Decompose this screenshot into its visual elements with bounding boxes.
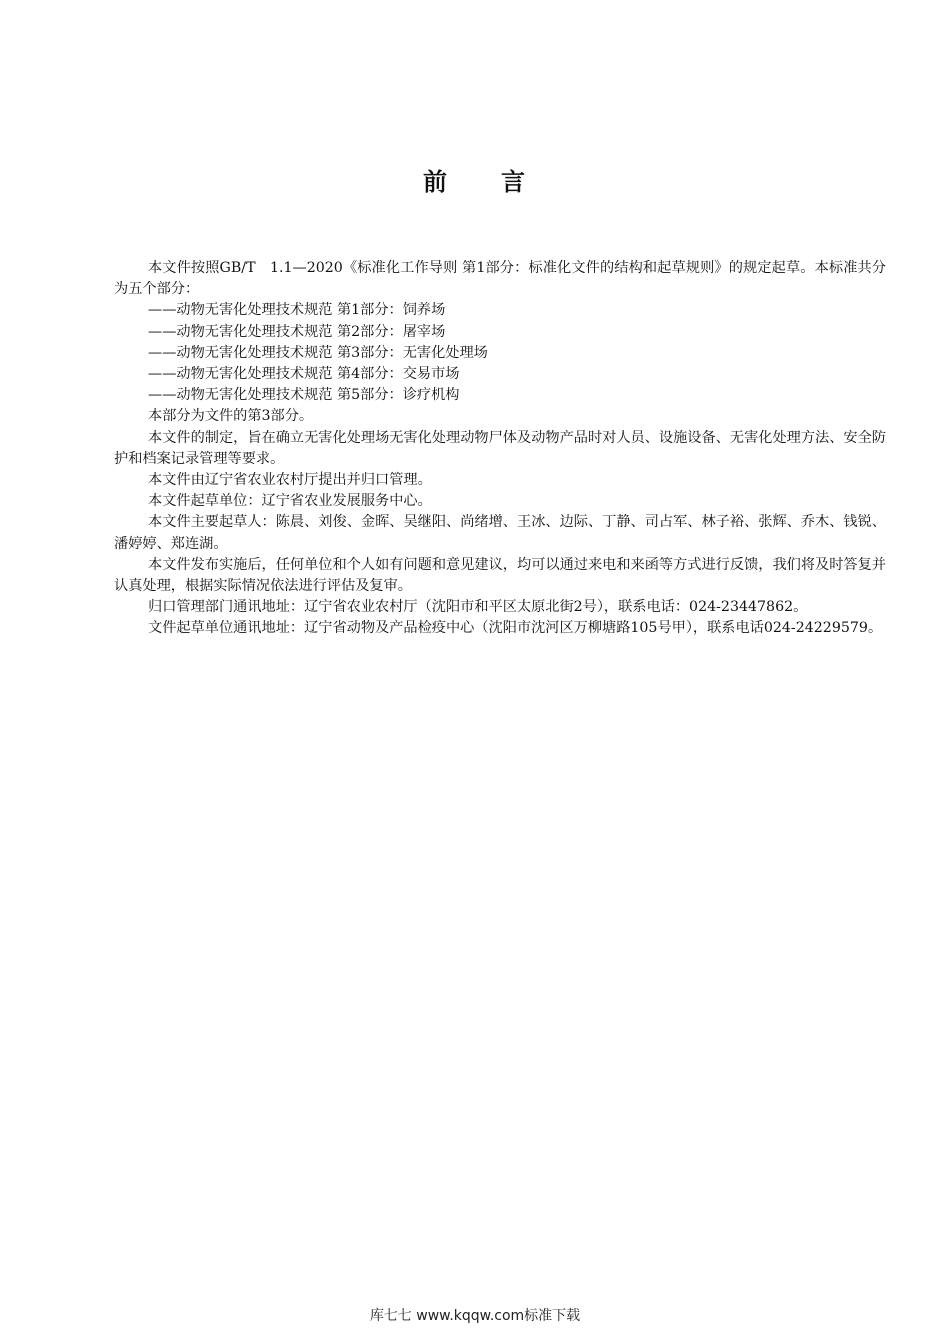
paragraph-purpose: 本文件的制定，旨在确立无害化处理场无害化处理动物尸体及动物产品时对人员、设施设备、无害化处理方法、安全防护和档案记录管理等要求。 [114,429,886,467]
list-item-part-1: ——动物无害化处理技术规范 第1部分：饲养场 [148,302,446,319]
paragraph-drafting-basis: 本文件按照GB/T 1.1—2020《标准化工作导则 第1部分：标准化文件的结构和起草规则》的规定起草。本标准共分为五个部分： [114,260,886,298]
paragraph-drafters: 本文件主要起草人：陈晨、刘俊、金晖、吴继阳、尚绪增、王冰、边际、丁静、司占军、林子裕、张辉、乔木、钱锐、潘婷婷、郑连湖。 [114,514,886,552]
page-title [0,166,950,198]
document-body [114,258,886,640]
title-char-1: 前 [423,168,449,196]
footer-watermark: 库七七 www.kqqw.com标准下载 [369,1308,581,1324]
list-item-part-2: ——动物无害化处理技术规范 第2部分：屠宰场 [148,323,446,340]
paragraph-drafter-contact: 文件起草单位通讯地址：辽宁省动物及产品检疫中心（沈阳市沈河区万柳塘路105号甲），联系电话024-24229579。 [148,620,883,637]
paragraph-drafting-unit: 本文件起草单位：辽宁省农业发展服务中心。 [148,493,432,510]
paragraph-proposer: 本文件由辽宁省农业农村厅提出并归口管理。 [148,472,432,489]
title-char-2: 言 [501,168,527,196]
paragraph-admin-contact: 归口管理部门通讯地址：辽宁省农业农村厅（沈阳市和平区太原北街2号），联系电话：024-23447862。 [148,599,808,616]
list-item-part-3: ——动物无害化处理技术规范 第3部分：无害化处理场 [148,344,488,361]
list-item-part-5: ——动物无害化处理技术规范 第5部分：诊疗机构 [148,387,460,404]
paragraph-part-note: 本部分为文件的第3部分。 [148,408,314,425]
list-item-part-4: ——动物无害化处理技术规范 第4部分：交易市场 [148,366,460,383]
paragraph-feedback: 本文件发布实施后，任何单位和个人如有问题和意见建议，均可以通过来电和来函等方式进行反馈，我们将及时答复并认真处理，根据实际情况依法进行评估及复审。 [114,556,886,595]
